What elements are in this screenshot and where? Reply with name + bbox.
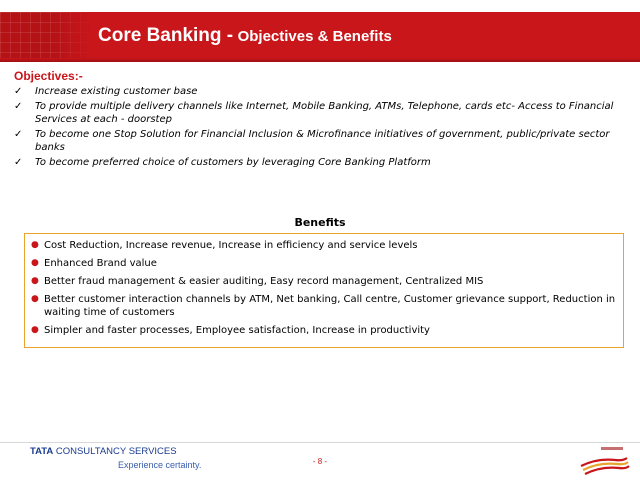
checkmark-icon: ✓: [14, 129, 23, 140]
page-title: [98, 25, 392, 47]
benefit-text: Cost Reduction, Increase revenue, Increase in efficiency and service levels: [44, 240, 418, 251]
bullet-icon: ●: [31, 240, 39, 250]
benefits-box: [24, 233, 624, 348]
benefits-list: [31, 239, 617, 337]
checkmark-icon: ✓: [14, 86, 23, 97]
banner-shadow: [0, 58, 640, 62]
tcs-company-name: [30, 446, 201, 457]
benefit-item: [31, 293, 617, 319]
objective-item: [14, 100, 626, 126]
bullet-icon: ●: [31, 294, 39, 304]
benefit-text: Enhanced Brand value: [44, 258, 157, 269]
tcs-company-rest: CONSULTANCY SERVICES: [53, 446, 177, 457]
checkmark-icon: ✓: [14, 157, 23, 168]
objectives-section: [14, 69, 626, 171]
benefit-text: Better customer interaction channels by ATM, Net banking, Call centre, Customer grievance support, Reduction in waiting time of customers: [44, 294, 616, 318]
objective-item: [14, 156, 626, 169]
title-main: Core Banking -: [98, 25, 234, 46]
checkmark-icon: ✓: [14, 101, 23, 112]
benefit-item: [31, 257, 617, 270]
benefit-item: [31, 275, 617, 288]
objective-text: Increase existing customer base: [35, 86, 198, 97]
objective-text: To become preferred choice of customers by leveraging Core Banking Platform: [35, 157, 431, 168]
objectives-list: [14, 85, 626, 169]
objective-text: To become one Stop Solution for Financial Inclusion & Microfinance initiatives of government, public/private sector banks: [35, 129, 610, 153]
benefit-text: Simpler and faster processes, Employee satisfaction, Increase in productivity: [44, 325, 430, 336]
benefit-text: Better fraud management & easier auditing, Easy record management, Centralized MIS: [44, 276, 484, 287]
india-post-logo-icon: [575, 444, 631, 478]
bullet-icon: ●: [31, 325, 39, 335]
bullet-icon: ●: [31, 276, 39, 286]
objective-text: To provide multiple delivery channels like Internet, Mobile Banking, ATMs, Telephone, cards etc- Access to Financial Services at each - doorstep: [35, 101, 614, 125]
bullet-icon: ●: [31, 258, 39, 268]
tcs-company-bold: TATA: [30, 446, 54, 457]
footer-divider: [0, 442, 640, 443]
banner-grid-pattern: [0, 12, 92, 62]
benefit-item: [31, 239, 617, 252]
objectives-heading: Objectives:-: [14, 69, 83, 83]
benefits-heading: Benefits: [294, 216, 346, 229]
objective-item: [14, 85, 626, 98]
title-banner: [0, 12, 640, 62]
page-number: - 8 -: [312, 457, 328, 466]
objective-item: [14, 128, 626, 154]
title-sub: Objectives & Benefits: [237, 28, 392, 45]
benefit-item: [31, 324, 617, 337]
tcs-tagline: Experience certainty.: [118, 460, 202, 470]
